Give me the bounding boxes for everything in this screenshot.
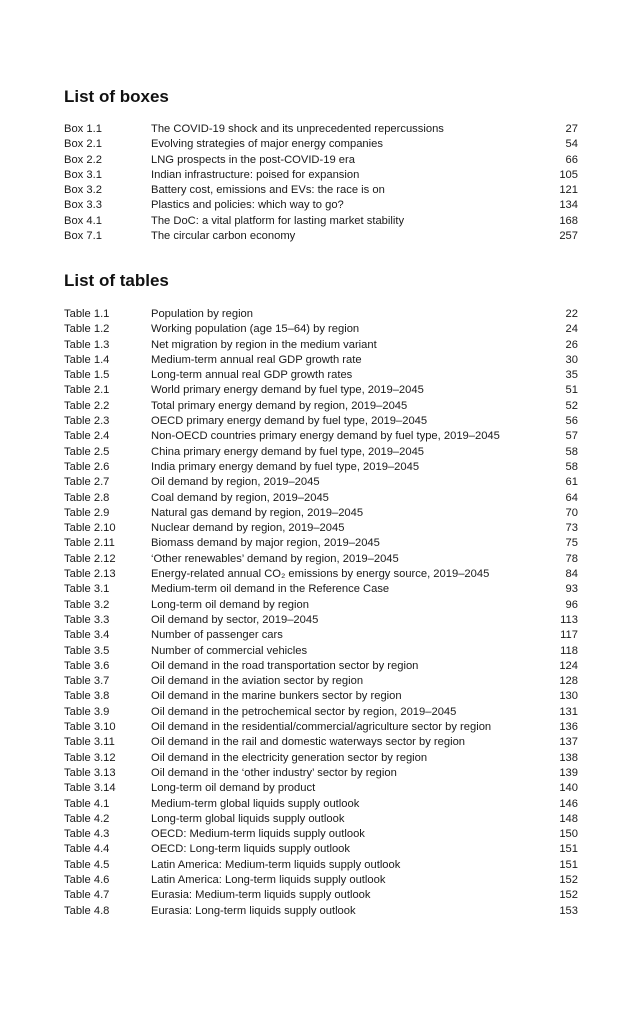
list-item (64, 552, 578, 567)
list-item (64, 674, 578, 689)
entry-title: Oil demand by region, 2019–2045 (151, 476, 320, 489)
entry-page-number: 131 (559, 705, 578, 718)
entry-title: Oil demand in the aviation sector by region (151, 675, 364, 688)
entry-page-number: 168 (559, 214, 578, 227)
entry-number: Table 3.8 (64, 690, 110, 703)
entry-page-number: 51 (565, 384, 578, 397)
boxes-list (64, 122, 578, 244)
entry-title: ‘Other renewables’ demand by region, 2019–2045 (151, 552, 399, 565)
entry-number: Table 4.4 (64, 843, 110, 856)
entry-page-number: 113 (560, 613, 578, 626)
entry-number: Table 2.3 (64, 415, 110, 428)
entry-page-number: 128 (559, 675, 578, 688)
entry-number: Box 7.1 (64, 230, 102, 243)
list-item (64, 506, 578, 521)
entry-page-number: 257 (559, 230, 578, 243)
entry-number: Table 3.10 (64, 721, 116, 734)
entry-page-number: 73 (565, 522, 578, 535)
entry-number: Table 2.11 (64, 537, 115, 550)
entry-page-number: 138 (559, 751, 578, 764)
entry-title: China primary energy demand by fuel type, 2019–2045 (151, 445, 425, 458)
entry-title: Oil demand in the ‘other industry’ sector by region (151, 766, 397, 779)
entry-number: Table 2.8 (64, 491, 110, 504)
entry-title: Oil demand in the rail and domestic waterways sector by region (151, 736, 466, 749)
entry-title: Net migration by region in the medium variant (151, 338, 377, 351)
list-item (64, 168, 578, 183)
entry-title: OECD: Medium-term liquids supply outlook (151, 828, 365, 841)
entry-number: Table 3.7 (64, 675, 110, 688)
entry-number: Box 4.1 (64, 214, 102, 227)
entry-page-number: 121 (559, 184, 578, 197)
list-item (64, 460, 578, 475)
list-item (64, 399, 578, 414)
entry-title: World primary energy demand by fuel type, 2019–2045 (151, 384, 424, 397)
entry-title: Non-OECD countries primary energy demand by fuel type, 2019–2045 (151, 430, 500, 443)
entry-title: Eurasia: Medium-term liquids supply outlook (151, 889, 371, 902)
entry-page-number: 52 (565, 399, 578, 412)
list-item (64, 888, 578, 903)
list-item (64, 183, 578, 198)
entry-number: Table 3.3 (64, 613, 110, 626)
entry-number: Table 4.1 (64, 797, 110, 810)
entry-number: Table 2.12 (64, 552, 116, 565)
entry-number: Table 1.3 (64, 338, 110, 351)
list-item (64, 705, 578, 720)
entry-title: Plastics and policies: which way to go? (151, 199, 344, 212)
entry-number: Table 3.11 (64, 736, 115, 749)
entry-page-number: 148 (559, 812, 578, 825)
entry-page-number: 66 (565, 153, 578, 166)
entry-title: Nuclear demand by region, 2019–2045 (151, 522, 345, 535)
entry-number: Table 3.9 (64, 705, 110, 718)
entry-title: Long-term annual real GDP growth rates (151, 369, 353, 382)
entry-title: Working population (age 15–64) by region (151, 323, 360, 336)
entry-number: Box 1.1 (64, 123, 102, 135)
entry-number: Table 1.1 (64, 308, 110, 320)
entry-title: Long-term oil demand by product (151, 782, 316, 795)
list-item (64, 475, 578, 490)
entry-title: Energy-related annual CO₂ emissions by energy source, 2019–2045 (151, 568, 490, 581)
entry-title: Latin America: Long-term liquids supply outlook (151, 873, 386, 886)
entry-number: Table 3.2 (64, 598, 110, 611)
list-item (64, 797, 578, 812)
list-of-boxes-heading: List of boxes (64, 87, 169, 106)
list-item (64, 812, 578, 827)
list-item (64, 338, 578, 353)
list-item (64, 137, 578, 152)
list-item (64, 842, 578, 857)
list-item (64, 368, 578, 383)
list-of-tables-heading: List of tables (64, 271, 169, 290)
entry-number: Table 2.4 (64, 430, 110, 443)
entry-title: Medium-term oil demand in the Reference Case (151, 583, 390, 596)
entry-number: Box 2.2 (64, 153, 102, 166)
entry-title: Oil demand in the road transportation sector by region (151, 659, 419, 672)
entry-page-number: 54 (565, 138, 578, 151)
entry-title: Long-term global liquids supply outlook (151, 812, 345, 825)
list-of-boxes-section (64, 86, 578, 244)
entry-number: Table 3.1 (64, 583, 110, 596)
list-item (64, 429, 578, 444)
entry-title: India primary energy demand by fuel type, 2019–2045 (151, 460, 420, 473)
entry-page-number: 78 (565, 552, 578, 565)
entry-page-number: 84 (565, 568, 578, 581)
entry-title: Number of commercial vehicles (151, 644, 308, 657)
entry-number: Table 3.14 (64, 782, 116, 795)
entry-page-number: 61 (565, 476, 578, 489)
entry-number: Table 3.13 (64, 766, 116, 779)
entry-title: Oil demand in the marine bunkers sector by region (151, 690, 402, 703)
entry-title: Evolving strategies of major energy companies (151, 138, 383, 151)
entry-page-number: 30 (565, 353, 578, 366)
list-item (64, 445, 578, 460)
entry-number: Table 1.2 (64, 323, 110, 336)
entry-number: Box 3.1 (64, 168, 102, 181)
entry-page-number: 57 (565, 430, 578, 443)
list-item (64, 628, 578, 643)
list-item (64, 122, 578, 137)
list-item (64, 659, 578, 674)
entry-page-number: 35 (565, 369, 578, 382)
entry-number: Table 1.4 (64, 353, 110, 366)
entry-page-number: 150 (559, 828, 578, 841)
entry-number: Box 3.2 (64, 184, 102, 197)
entry-number: Table 4.6 (64, 873, 110, 886)
entry-title: Coal demand by region, 2019–2045 (151, 491, 329, 504)
list-item (64, 567, 578, 582)
entry-page-number: 27 (565, 123, 578, 135)
list-item (64, 689, 578, 704)
entry-title: Long-term oil demand by region (151, 598, 309, 611)
entry-page-number: 26 (565, 338, 578, 351)
entry-title: Medium-term global liquids supply outlook (151, 797, 360, 810)
entry-title: The COVID-19 shock and its unprecedented repercussions (151, 123, 444, 135)
list-item (64, 582, 578, 597)
list-item (64, 153, 578, 168)
entry-page-number: 153 (559, 904, 578, 917)
list-item (64, 229, 578, 244)
entry-number: Table 4.8 (64, 904, 110, 917)
list-item (64, 644, 578, 659)
entry-page-number: 151 (559, 858, 578, 871)
entry-number: Table 3.12 (64, 751, 116, 764)
entry-title: Oil demand by sector, 2019–2045 (151, 613, 319, 626)
entry-title: Total primary energy demand by region, 2019–2045 (151, 399, 408, 412)
entry-title: OECD: Long-term liquids supply outlook (151, 843, 350, 856)
entry-title: Indian infrastructure: poised for expansion (151, 168, 360, 181)
list-item (64, 383, 578, 398)
entry-number: Table 4.7 (64, 889, 110, 902)
entry-title: Oil demand in the petrochemical sector by region, 2019–2045 (151, 705, 457, 718)
list-item (64, 536, 578, 551)
entry-number: Table 4.5 (64, 858, 110, 871)
entry-number: Table 4.2 (64, 812, 110, 825)
list-item (64, 858, 578, 873)
list-item (64, 491, 578, 506)
list-item (64, 353, 578, 368)
entry-number: Table 3.6 (64, 659, 110, 672)
entry-number: Table 2.9 (64, 506, 110, 519)
list-item (64, 827, 578, 842)
entry-page-number: 56 (565, 415, 578, 428)
entry-title: OECD primary energy demand by fuel type, 2019–2045 (151, 415, 428, 428)
list-item (64, 521, 578, 536)
list-item (64, 751, 578, 766)
entry-number: Table 2.6 (64, 460, 110, 473)
entry-page-number: 22 (565, 308, 578, 320)
entry-title: Eurasia: Long-term liquids supply outlook (151, 904, 356, 917)
entry-page-number: 118 (560, 644, 578, 657)
entry-title: Biomass demand by major region, 2019–2045 (151, 537, 380, 550)
entry-page-number: 58 (565, 460, 578, 473)
list-item (64, 198, 578, 213)
entry-page-number: 136 (559, 721, 578, 734)
list-of-tables-section (64, 270, 578, 919)
entry-number: Table 2.1 (64, 384, 110, 397)
entry-page-number: 117 (560, 629, 578, 642)
entry-page-number: 64 (565, 491, 578, 504)
entry-number: Table 2.10 (64, 522, 116, 535)
entry-title: Oil demand in the residential/commercial/agriculture sector by region (151, 721, 492, 734)
list-item (64, 598, 578, 613)
list-item (64, 781, 578, 796)
entry-number: Box 2.1 (64, 138, 102, 151)
entry-number: Table 2.2 (64, 399, 110, 412)
entry-title: Natural gas demand by region, 2019–2045 (151, 506, 364, 519)
entry-title: Population by region (151, 308, 254, 320)
entry-title: Battery cost, emissions and EVs: the race is on (151, 184, 385, 197)
entry-page-number: 96 (565, 598, 578, 611)
entry-title: Latin America: Medium-term liquids supply outlook (151, 858, 401, 871)
list-item (64, 414, 578, 429)
list-item (64, 720, 578, 735)
list-item (64, 307, 578, 322)
entry-page-number: 58 (565, 445, 578, 458)
entry-page-number: 24 (565, 323, 578, 336)
entry-page-number: 140 (559, 782, 578, 795)
list-item (64, 214, 578, 229)
entry-title: The circular carbon economy (151, 230, 296, 243)
entry-number: Table 3.5 (64, 644, 110, 657)
list-item (64, 904, 578, 919)
entry-number: Table 4.3 (64, 828, 110, 841)
entry-title: Medium-term annual real GDP growth rate (151, 353, 362, 366)
entry-number: Table 2.13 (64, 568, 116, 581)
entry-page-number: 105 (559, 168, 578, 181)
list-item (64, 873, 578, 888)
entry-page-number: 134 (559, 199, 578, 212)
list-item (64, 322, 578, 337)
entry-page-number: 130 (559, 690, 578, 703)
entry-title: LNG prospects in the post-COVID-19 era (151, 153, 355, 166)
entry-page-number: 151 (559, 843, 578, 856)
entry-number: Table 2.5 (64, 445, 110, 458)
tables-list (64, 307, 578, 919)
list-item (64, 613, 578, 628)
entry-page-number: 146 (559, 797, 578, 810)
entry-title: The DoC: a vital platform for lasting market stability (151, 214, 405, 227)
list-item (64, 766, 578, 781)
list-item (64, 735, 578, 750)
entry-number: Box 3.3 (64, 199, 102, 212)
entry-page-number: 152 (559, 873, 578, 886)
entry-page-number: 75 (565, 537, 578, 550)
entry-title: Number of passenger cars (151, 629, 283, 642)
entry-title: Oil demand in the electricity generation sector by region (151, 751, 428, 764)
entry-number: Table 1.5 (64, 369, 110, 382)
entry-number: Table 3.4 (64, 629, 110, 642)
entry-page-number: 137 (559, 736, 578, 749)
entry-page-number: 139 (559, 766, 578, 779)
entry-number: Table 2.7 (64, 476, 110, 489)
entry-page-number: 124 (559, 659, 578, 672)
entry-page-number: 152 (559, 889, 578, 902)
entry-page-number: 70 (565, 506, 578, 519)
entry-page-number: 93 (565, 583, 578, 596)
